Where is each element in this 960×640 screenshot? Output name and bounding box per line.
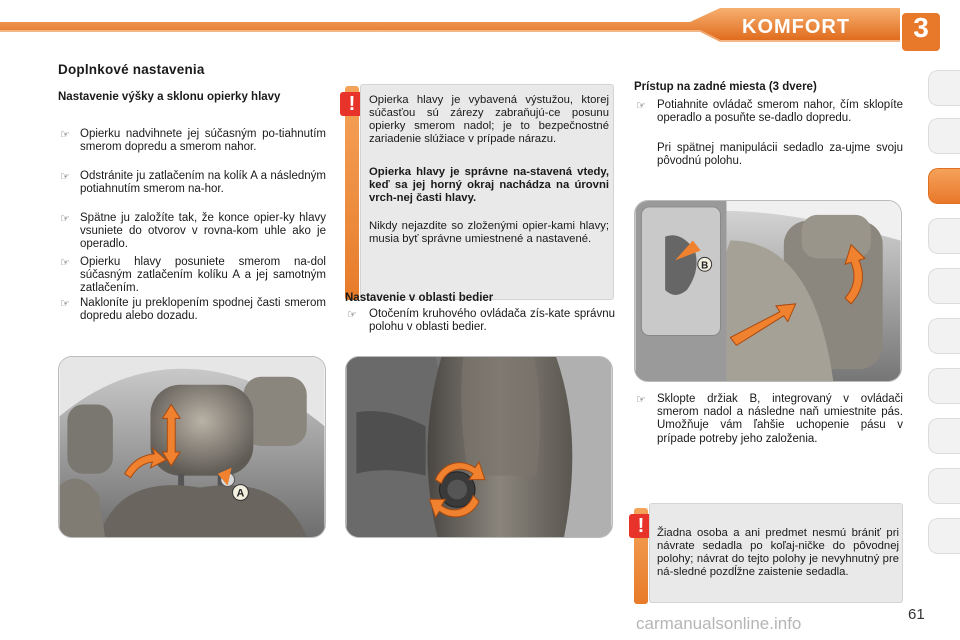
warning1-paragraph-1: Opierka hlavy je vybavená výstužou, ktorej súčasťou sú zárezy zabraňujú-ce posunu opierky smerom nadol; je to bezpečnostné zariadenie slúžiace v prípade nárazu. <box>369 94 609 146</box>
warning-icon: ! <box>340 92 364 116</box>
warning2-text: Žiadna osoba a ani predmet nesmú brániť pri návrate sedadla po koľaj-ničke do pôvodnej polohy; návrat do tejto polohy je nevyhnutný pre ná-sledné pozdĺžne zaistenie sedadla. <box>657 527 899 579</box>
headrest-bullet-1: Opierku nadvihnete jej súčasným po-tiahnutím smerom dopredu a smerom nahor. <box>80 128 326 154</box>
bullet-icon: ☞ <box>60 129 70 141</box>
rear-access-photo <box>634 200 902 382</box>
bullet-icon: ☞ <box>60 298 70 310</box>
lumbar-heading: Nastavenie v oblasti bedier <box>345 292 494 304</box>
bullet-icon: ☞ <box>347 309 357 321</box>
headrest-photo <box>58 356 326 538</box>
warning1-paragraph-2 <box>369 166 609 205</box>
bullet-icon: ☞ <box>60 213 70 225</box>
bullet-icon: ☞ <box>60 171 70 183</box>
chapter-number: 3 <box>913 12 929 43</box>
side-tab-1[interactable] <box>928 70 960 106</box>
headrest-bullet-3: Spätne ju založíte tak, že konce opier-ky hlavy vsuniete do otvorov v rovna-kom uhle ako je operadlo. <box>80 212 326 251</box>
lumbar-photo <box>345 356 613 538</box>
label-b: B <box>701 260 709 272</box>
side-tab-2[interactable] <box>928 118 960 154</box>
side-tab-4[interactable] <box>928 218 960 254</box>
side-tab-5[interactable] <box>928 268 960 304</box>
page-number: 61 <box>908 606 925 623</box>
bullet-icon: ☞ <box>60 257 70 269</box>
rear-access-bullet-1: Potiahnite ovládač smerom nahor, čím sklopíte operadlo a posuňte se-dadlo dopredu. <box>657 99 903 125</box>
side-tab-3-active[interactable] <box>928 168 960 204</box>
lumbar-bullet: Otočením kruhového ovládača zís-kate správnu polohu v oblasti bedier. <box>369 308 615 334</box>
rear-access-bullet-2: Sklopte držiak B, integrovaný v ovládači smerom nadol a následne naň umiestnite pás. Umožňuje vám ľahšie uchopenie pásu v prípade potreby jeho založenia. <box>657 393 903 445</box>
warning-strip <box>345 86 359 300</box>
side-tab-7[interactable] <box>928 368 960 404</box>
warning1-bold: Opierka hlavy je správne na-stavená vtedy, keď sa jej horný okraj nachádza na úrovni vrch-nej časti hlavy. <box>369 166 609 205</box>
rear-access-heading: Prístup na zadné miesta (3 dvere) <box>634 81 817 93</box>
headrest-bullet-5: Nakloníte ju preklopením spodnej časti smerom dopredu alebo dozadu. <box>80 297 326 323</box>
warning-icon: ! <box>629 514 653 538</box>
side-tab-9[interactable] <box>928 468 960 504</box>
headrest-heading: Nastavenie výšky a sklonu opierky hlavy <box>58 91 281 103</box>
bullet-icon: ☞ <box>636 100 646 112</box>
side-tab-6[interactable] <box>928 318 960 354</box>
side-tab-8[interactable] <box>928 418 960 454</box>
chapter-title: KOMFORT <box>742 16 851 38</box>
section-title: Doplnkové nastavenia <box>58 62 205 77</box>
rear-access-note: Pri spätnej manipulácii sedadlo za-ujme svoju pôvodnú polohu. <box>657 142 903 168</box>
warning1-paragraph-3: Nikdy nejazdite so zloženými opier-kami hlavy; musia byť správne umiestnené a nastavené. <box>369 220 609 246</box>
side-tab-10[interactable] <box>928 518 960 554</box>
headrest-bullet-2: Odstránite ju zatlačením na kolík A a následným potiahnutím smerom na-hor. <box>80 170 326 196</box>
bullet-icon: ☞ <box>636 394 646 406</box>
watermark: carmanualsonline.info <box>636 614 802 633</box>
headrest-bullet-4: Opierku hlavy posuniete smerom na-dol súčasným zatlačením kolíku A a jej samotným zatlačením. <box>80 256 326 295</box>
label-a: A <box>236 487 245 500</box>
